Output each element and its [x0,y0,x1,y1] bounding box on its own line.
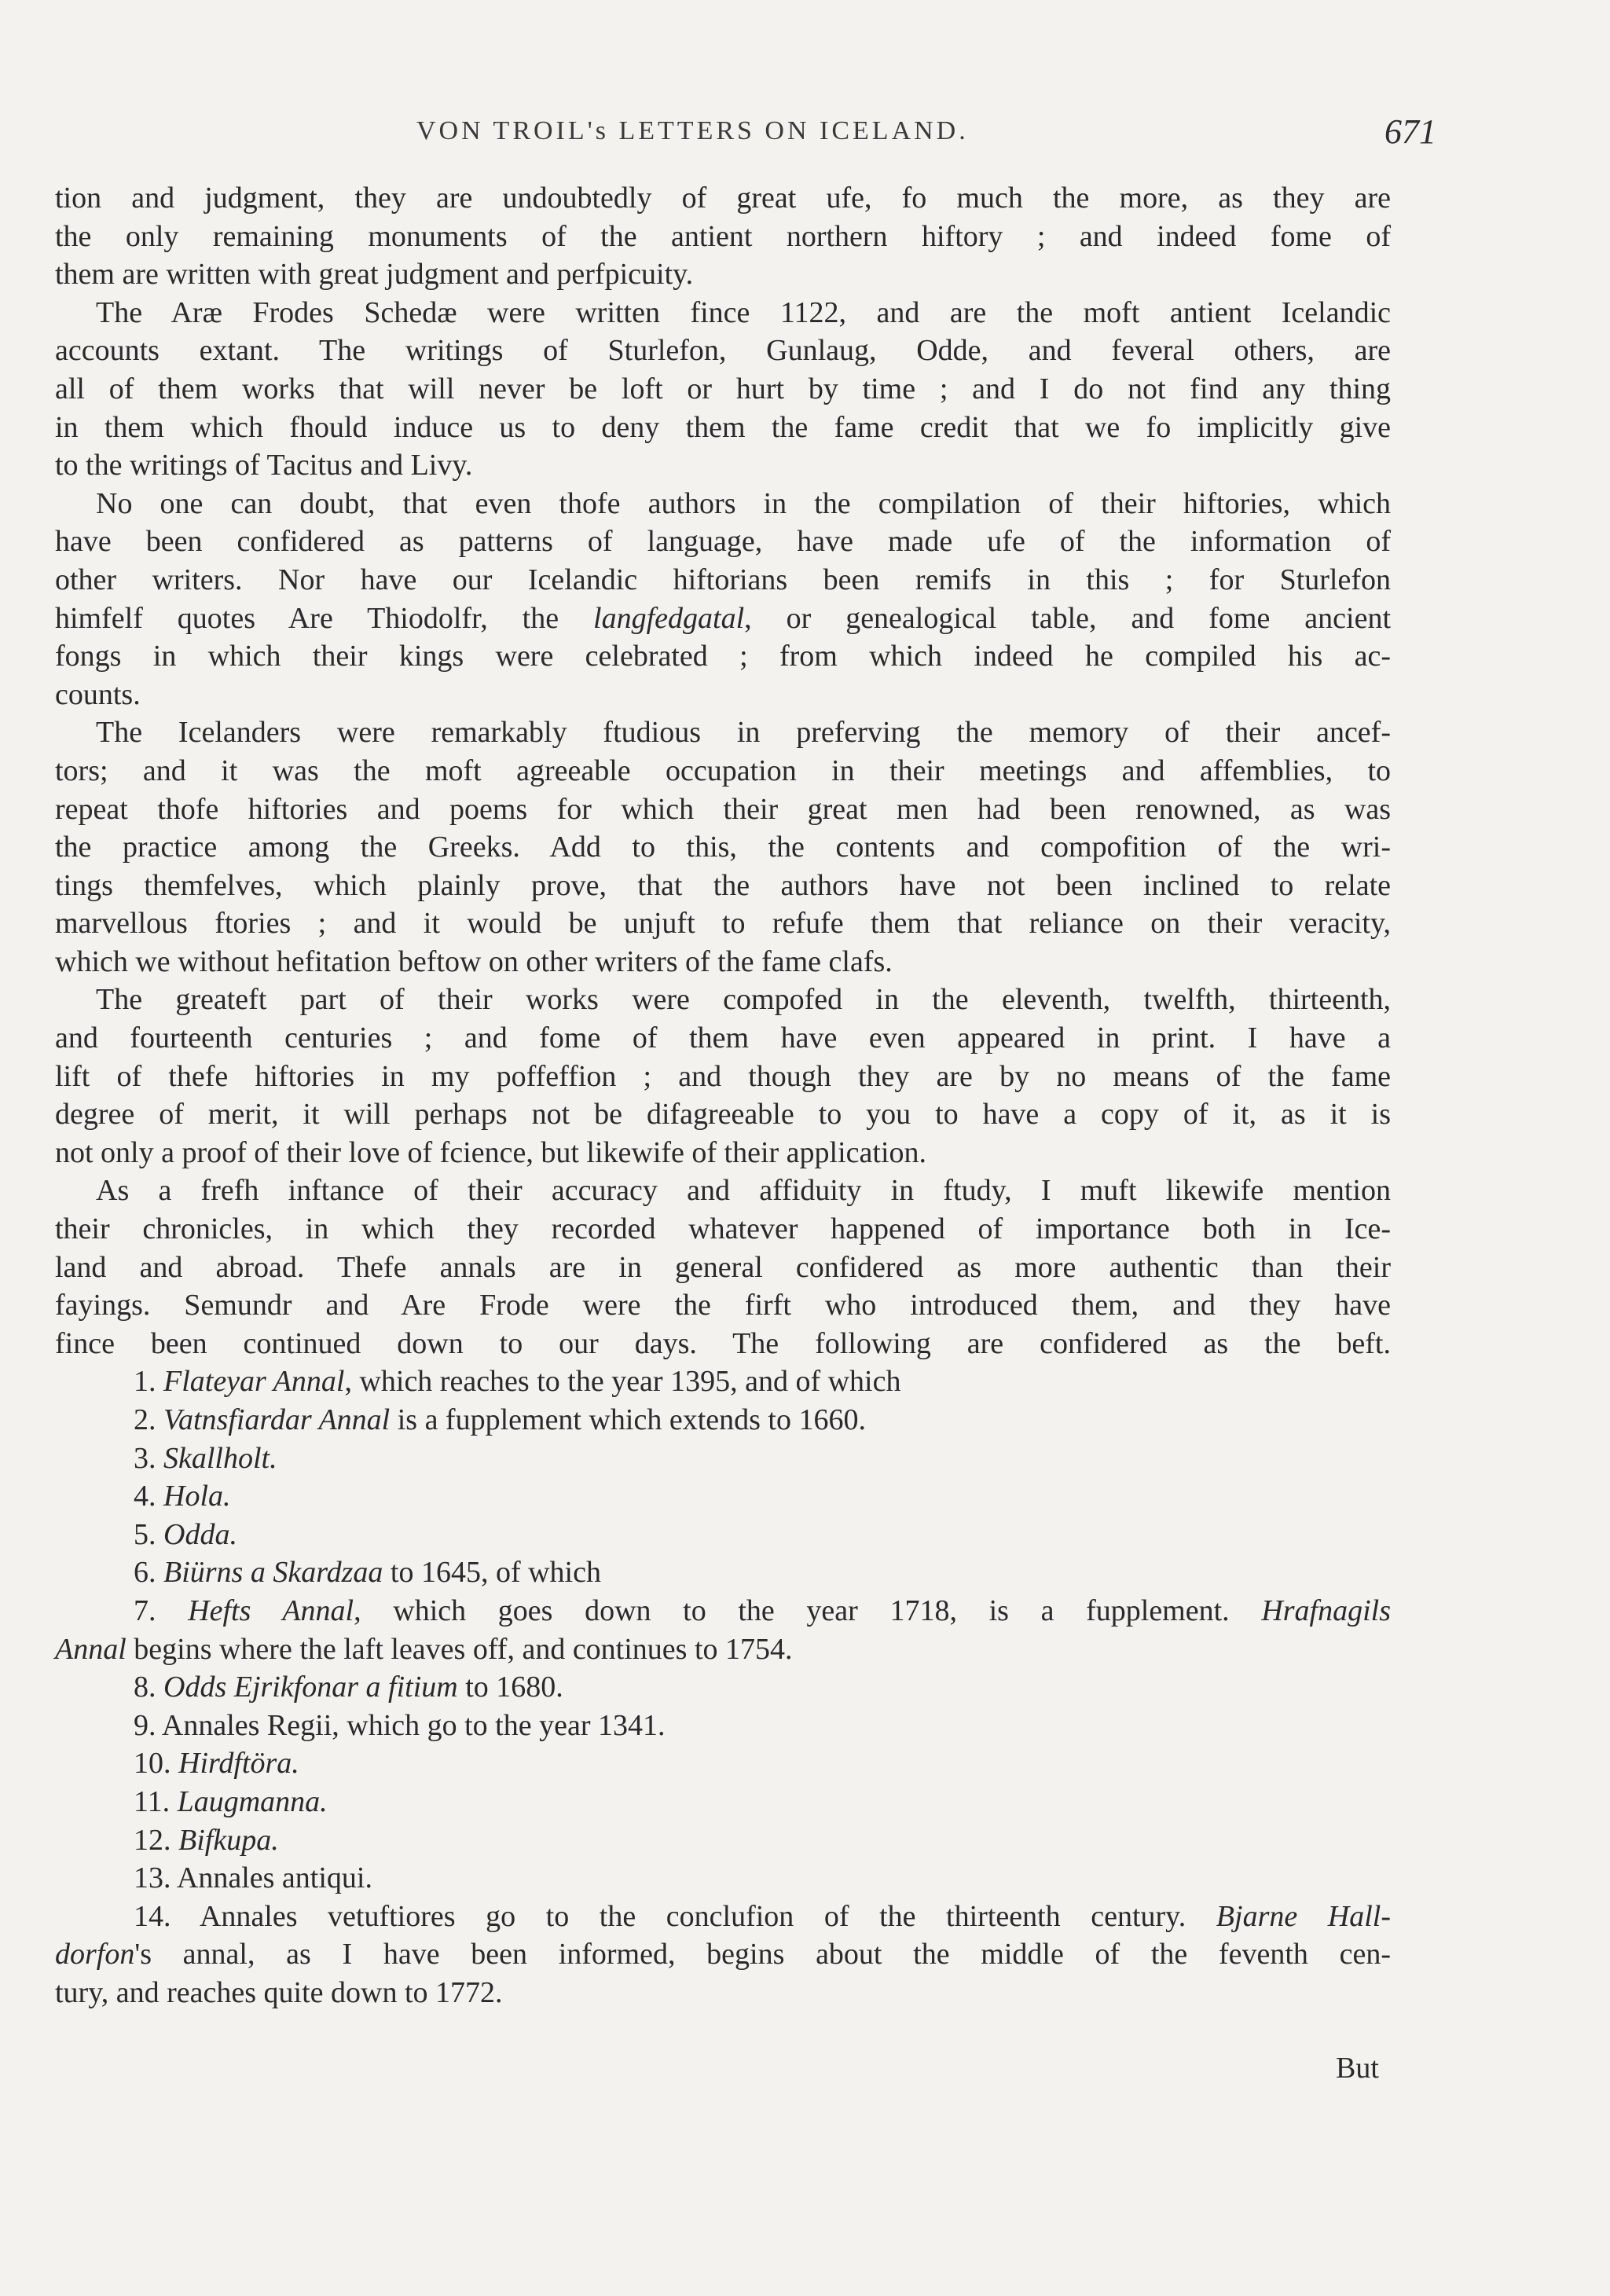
text-line [55,752,1391,790]
text-run: which we without hefitation beftow on other writers of the fame clafs. [55,944,893,978]
text-run: counts. [55,677,141,711]
text-line [55,370,1391,409]
text-run: fayings. Semundr and Are Frode were the firft who introduced them, and they have [55,1289,1391,1322]
text-line [55,790,1391,829]
text-line [55,1821,1391,1860]
text-run: The greateft part of their works were compofed in the eleventh, twelfth, thirteenth, [96,983,1391,1017]
text-line [55,1440,1391,1478]
text-run: is a fupplement which extends to 1660. [390,1403,866,1436]
text-line [55,1363,1391,1401]
text-line [55,179,1391,218]
catchword: But [1336,2052,1379,2085]
text-run: 7. [134,1594,189,1627]
italic-text: Flateyar Annal [163,1365,345,1399]
text-run: 's annal, as I have been informed, begins about the middle of the feventh cen- [134,1938,1391,1971]
text-run: 11. [134,1784,178,1818]
italic-text: Biürns a Skardzaa [163,1556,383,1590]
italic-text: Odda. [163,1517,237,1551]
text-line [55,1592,1391,1630]
text-run: 10. [134,1747,178,1781]
text-line [55,1859,1391,1898]
italic-text: Hefts Annal [188,1594,354,1627]
text-line [55,561,1391,600]
text-run: , which goes down to the year 1718, is a fupplement. [354,1594,1262,1627]
text-run: tors; and it was the moft agreeable occupation in their meetings and affemblies, to [55,754,1391,787]
text-run: and fourteenth centuries ; and fome of them have even appeared in print. I have a [55,1021,1391,1055]
text-run: No one can doubt, that even thofe authors in the compilation of their hiftories, which [96,486,1391,520]
text-run: the practice among the Greeks. Add to this, the contents and compofition of the wri- [55,831,1391,864]
text-run: The Aræ Frodes Schedæ were written fince 1122, and are the moft antient Icelandic [96,295,1391,329]
text-run: 3. [134,1441,163,1475]
text-line [55,600,1391,638]
italic-text: Hirdftöra. [178,1747,299,1781]
text-line [55,904,1391,943]
text-line [55,1707,1391,1745]
text-run: 9. Annales Regii, which go to the year 1341. [134,1708,666,1742]
text-run: fince been continued down to our days. The following are confidered as the beft. [55,1326,1391,1360]
italic-text: Hola. [163,1480,231,1513]
text-run: As a frefh inftance of their accuracy and affiduity in ftudy, I muft likewife mention [96,1174,1391,1208]
italic-text: Skallholt. [163,1441,277,1475]
text-line [55,713,1391,752]
text-line [55,1516,1391,1554]
text-line [55,981,1391,1019]
text-run: the only remaining monuments of the antient northern hiftory ; and indeed fome of [55,219,1391,253]
text-run: tury, and reaches quite down to 1772. [55,1975,503,2009]
text-run: lift of thefe hiftories in my poffeffion ; and though they are by no means of the fame [55,1059,1391,1093]
text-line [55,1898,1391,1936]
text-run: have been confidered as patterns of language, have made ufe of the information of [55,525,1391,559]
text-run: not only a proof of their love of fcience, but likewife of their application. [55,1135,927,1169]
text-line [55,1477,1391,1516]
italic-text: Bjarne Hall- [1216,1899,1391,1933]
text-run: 1. [134,1365,163,1399]
text-run: other writers. Nor have our Icelandic hiftorians been remifs in this ; for Sturlefon [55,563,1391,596]
text-run: 12. [134,1823,178,1857]
italic-text: dorfon [55,1938,135,1971]
text-line [55,1210,1391,1249]
text-line [55,446,1391,485]
body-text [55,179,1391,2012]
italic-text: Odds Ejrikfonar a fitium [163,1671,458,1704]
text-line [55,1095,1391,1134]
text-line [55,1134,1391,1172]
italic-text: Bifkupa. [178,1823,279,1857]
text-run: their chronicles, in which they recorded whatever happened of importance both in Ice- [55,1212,1391,1246]
text-run: 5. [134,1517,163,1551]
text-run: 6. [134,1556,163,1590]
text-line [55,1783,1391,1821]
text-run: , which reaches to the year 1395, and of which [344,1365,901,1399]
text-line [55,332,1391,370]
text-run: The Icelanders were remarkably ftudious in preferving the memory of their ancef- [96,716,1391,750]
text-line [55,1286,1391,1325]
text-line [55,1401,1391,1440]
text-line [55,867,1391,905]
text-line [55,1744,1391,1783]
text-run: them are written with great judgment and perfpicuity. [55,258,694,292]
text-line [55,1058,1391,1096]
text-run: accounts extant. The writings of Sturlefon, Gunlaug, Odde, and feveral others, are [55,334,1391,368]
text-run: repeat thofe hiftories and poems for which their great men had been renowned, as was [55,792,1391,826]
text-line [55,1935,1391,1974]
text-run: tings themfelves, which plainly prove, that the authors have not been inclined to relate [55,868,1391,902]
text-line [55,828,1391,867]
text-run: marvellous ftories ; and it would be unjuft to refufe them that reliance on their veracity, [55,907,1391,941]
text-run: 2. [134,1403,163,1436]
text-run: degree of merit, it will perhaps not be difagreeable to you to have a copy of it, as it is [55,1098,1391,1131]
page-number: 671 [1384,112,1436,151]
text-line [55,523,1391,561]
text-line [55,1249,1391,1287]
running-title: VON TROIL's LETTERS ON ICELAND. [416,116,969,145]
italic-text: langfedgatal [593,601,745,635]
text-line [55,637,1391,676]
text-run: all of them works that will never be loft or hurt by time ; and I do not find any thing [55,372,1391,405]
text-line [55,1630,1391,1669]
text-run: to 1680. [457,1671,563,1704]
text-run: 13. Annales antiqui. [134,1861,372,1895]
text-run: 14. Annales vetuftiores go to the conclufion of the thirteenth century. [134,1899,1216,1933]
text-run: to the writings of Tacitus and Livy. [55,449,473,482]
text-run: land and abroad. Thefe annals are in general confidered as more authentic than their [55,1250,1391,1284]
italic-text: Hrafnagils [1261,1594,1392,1627]
text-run: tion and judgment, they are undoubtedly of great ufe, fo much the more, as they are [55,182,1391,215]
text-run: himfelf quotes Are Thiodolfr, the [55,601,594,635]
italic-text: Laugmanna. [177,1784,328,1818]
text-line [55,218,1391,256]
text-line [55,1172,1391,1210]
text-line [55,1668,1391,1707]
text-run: in them which fhould induce us to deny them the fame credit that we fo implicitly give [55,410,1391,444]
text-line [55,1553,1391,1592]
italic-text: Vatnsfiardar Annal [163,1403,391,1436]
text-line [55,943,1391,981]
text-line [55,409,1391,447]
text-run: fongs in which their kings were celebrated ; from which indeed he compiled his ac- [55,640,1391,673]
text-run: 8. [134,1671,163,1704]
text-line [55,1974,1391,2012]
text-line [55,485,1391,523]
text-run: begins where the laft leaves off, and continues to 1754. [126,1632,793,1666]
text-run: , or genealogical table, and fome ancient [744,601,1391,635]
text-run: to 1645, of which [383,1556,601,1590]
text-line [55,1325,1391,1363]
text-line [55,294,1391,332]
text-line [55,676,1391,714]
italic-text: Annal [55,1632,127,1666]
text-run: 4. [134,1480,163,1513]
running-head [0,112,1610,156]
text-line [55,1019,1391,1058]
text-line [55,255,1391,294]
